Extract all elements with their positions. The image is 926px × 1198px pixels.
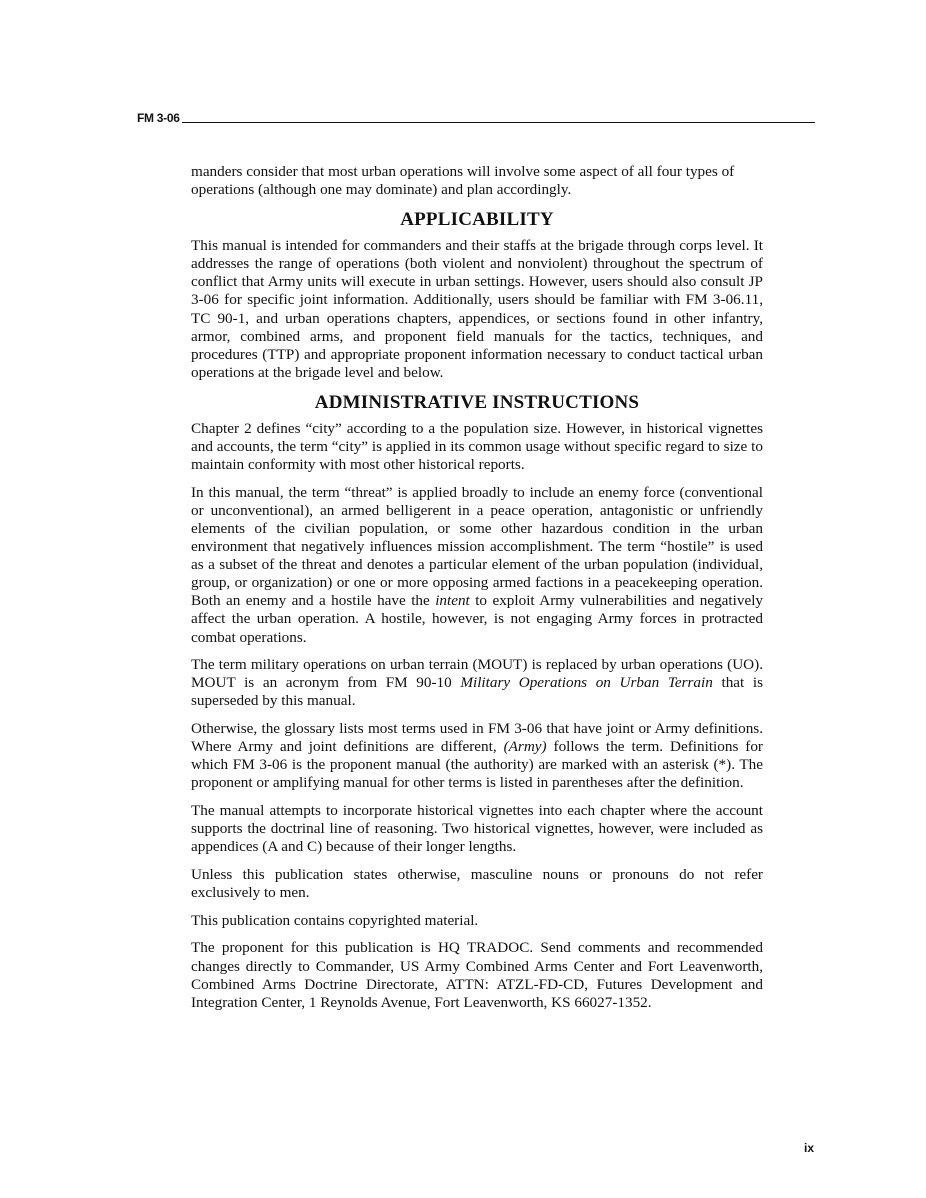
section-heading-administrative-instructions: ADMINISTRATIVE INSTRUCTIONS: [314, 391, 640, 413]
paragraph-proponent: The proponent for this publication is HQ TRADOC. Send comments and recommended changes directly to Commander, US Army Combined Arms Center and Fort Leavenworth, Combined Arms Doctrine Directorate, ATTN: ATZL-FD-CD, Futures Development and Integration Center, 1 Reynolds Avenue, Fort Leavenworth, KS 66027-1352.: [191, 939, 763, 1011]
section-heading-applicability: APPLICABILITY: [400, 209, 554, 231]
text-run: Otherwise, the glossary lists most terms used in FM 3-06 that have joint or Army definitions. Where Army and joint definitions are different,: [191, 720, 763, 756]
paragraph-glossary: [191, 720, 763, 792]
manual-title-italic: Military Operations on Urban Terrain: [460, 674, 713, 692]
text-run: follows the term. Definitions for which FM 3-06 is the proponent manual (the authority) are marked with an asterisk (*). The proponent or amplifying manual for other terms is listed in parentheses after the definition.: [191, 738, 763, 792]
text-run: to exploit Army vulnerabilities and negatively affect the urban operation. A hostile, however, is not engaging Army forces in protracted combat operations.: [191, 592, 764, 646]
paragraph-gender-note: Unless this publication states otherwise, masculine nouns or pronouns do not refer exclusively to men.: [191, 865, 763, 902]
paragraph-threat-definition: [191, 484, 763, 647]
page-body: [191, 163, 763, 1021]
paragraph-vignettes: The manual attempts to incorporate historical vignettes into each chapter where the account supports the doctrinal line of reasoning. Two historical vignettes, however, were included as appendices (A and C) because of their longer lengths.: [191, 802, 763, 856]
intro-paragraph: manders consider that most urban operations will involve some aspect of all four types of operations (although one may dominate) and plan accordingly.: [191, 163, 735, 199]
paragraph-mout-definition: [191, 656, 763, 710]
paragraph-copyright: This publication contains copyrighted material.: [191, 911, 479, 929]
text-run: that is superseded by this manual.: [191, 674, 764, 710]
page-number: ix: [804, 1141, 815, 1155]
text-run: The term military operations on urban terrain (MOUT) is replaced by urban operations (UO). MOUT is an acronym from FM 90-10: [191, 656, 763, 692]
running-header: [137, 108, 815, 126]
paragraph-city-definition: Chapter 2 defines “city” according to a the population size. However, in historical vignettes and accounts, the term “city” is applied in its common usage without specific regard to size to maintain conformity with most other historical reports.: [191, 419, 763, 474]
document-id: FM 3-06: [137, 111, 180, 125]
header-rule-divider: [182, 122, 815, 123]
text-run: In this manual, the term “threat” is applied broadly to include an enemy force (conventional or unconventional), an armed belligerent in a peace operation, antagonistic or unfriendly elements of the civilian population, or some other hazardous condition in the urban environment that negatively influences mission accomplishment. The term “hostile” is used as a subset of the threat and denotes a particular element of the urban population (individual, group, or organization) or one or more opposing armed factions in a peacekeeping operation. Both an enemy and a hostile have the: [191, 483, 763, 610]
applicability-paragraph: This manual is intended for commanders and their staffs at the brigade through corps level. It addresses the range of operations (both violent and nonviolent) throughout the spectrum of conflict that Army units will execute in urban settings. However, users should also consult JP 3-06 for specific joint information. Additionally, users should be familiar with FM 3-06.11, TC 90-1, and urban operations chapters, appendices, or sections found in other infantry, armor, combined arms, and proponent field manuals for the tactics, techniques, and procedures (TTP) and appropriate proponent information necessary to conduct tactical urban operations at the brigade level and below.: [191, 237, 763, 381]
emphasis-text: intent: [435, 592, 470, 610]
emphasis-text: (Army): [503, 738, 547, 756]
